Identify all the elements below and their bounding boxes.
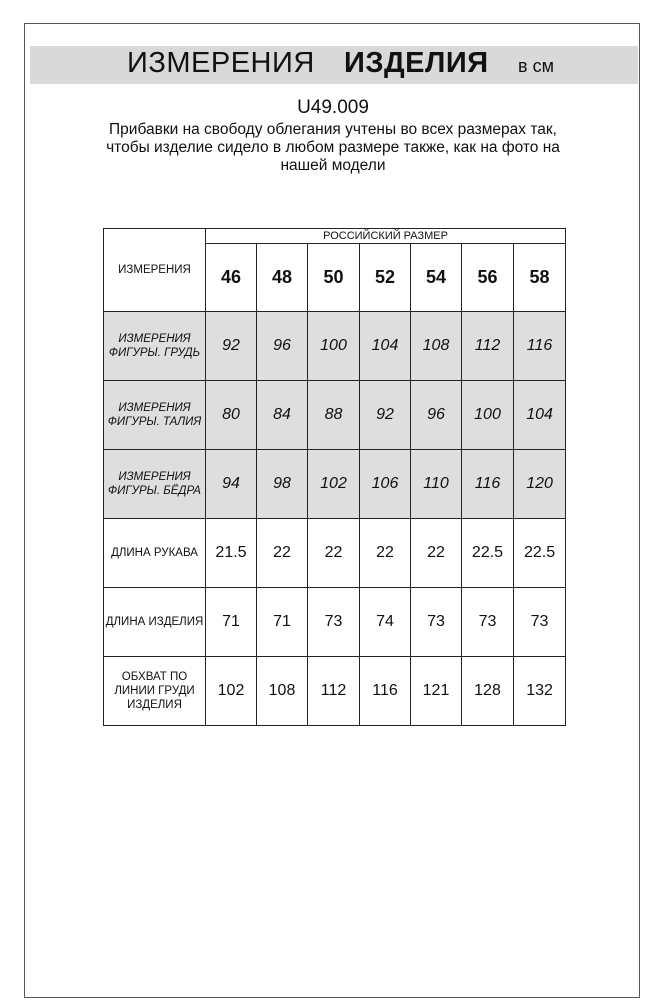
table-row [104,450,566,519]
table-row [104,657,566,726]
table-cell: 128 [462,657,514,726]
size-header-50: 50 [308,244,360,312]
table-cell: 22.5 [514,519,566,588]
row-label: ДЛИНА ИЗДЕЛИЯ [104,588,206,657]
table-cell: 22 [308,519,360,588]
table-cell: 71 [206,588,257,657]
unit-label: в см [518,56,554,76]
page-title-measurements: ИЗМЕРЕНИЯ [127,47,315,79]
table-cell: 92 [206,312,257,381]
size-header-58: 58 [514,244,566,312]
row-label: ИЗМЕРЕНИЯ ФИГУРЫ. ТАЛИЯ [104,381,206,450]
table-cell: 104 [360,312,411,381]
table-cell: 92 [360,381,411,450]
table-cell: 116 [514,312,566,381]
row-label: ОБХВАТ ПО ЛИНИИ ГРУДИ ИЗДЕЛИЯ [104,657,206,726]
corner-label: ИЗМЕРЕНИЯ [104,229,206,312]
table-cell: 73 [411,588,462,657]
size-table [103,228,566,726]
table-cell: 116 [462,450,514,519]
table-row [104,519,566,588]
row-label: ИЗМЕРЕНИЯ ФИГУРЫ. БЁДРА [104,450,206,519]
table-row [104,381,566,450]
table-row [104,588,566,657]
table-cell: 96 [257,312,308,381]
table-cell: 74 [360,588,411,657]
size-header-56: 56 [462,244,514,312]
article-number: U49.009 [297,97,369,118]
table-cell: 96 [411,381,462,450]
size-group-header: РОССИЙСКИЙ РАЗМЕР [206,229,566,244]
table-cell: 80 [206,381,257,450]
table-cell: 110 [411,450,462,519]
table-cell: 21.5 [206,519,257,588]
fit-note: Прибавки на свободу облегания учтены во всех размерах так, чтобы изделие сидело в любом размере также, как на фото на нашей модели [106,121,560,174]
table-cell: 108 [257,657,308,726]
table-cell: 22 [257,519,308,588]
page-title-product: ИЗДЕЛИЯ [344,47,489,79]
table-cell: 100 [308,312,360,381]
table-row [104,312,566,381]
table-cell: 121 [411,657,462,726]
table-cell: 120 [514,450,566,519]
table-cell: 84 [257,381,308,450]
size-header-52: 52 [360,244,411,312]
table-cell: 98 [257,450,308,519]
size-header-54: 54 [411,244,462,312]
table-cell: 22 [411,519,462,588]
size-header-48: 48 [257,244,308,312]
table-cell: 108 [411,312,462,381]
table-cell: 71 [257,588,308,657]
table-cell: 106 [360,450,411,519]
table-cell: 112 [308,657,360,726]
table-cell: 73 [462,588,514,657]
table-cell: 116 [360,657,411,726]
table-cell: 104 [514,381,566,450]
table-cell: 112 [462,312,514,381]
table-cell: 100 [462,381,514,450]
table-cell: 73 [514,588,566,657]
table-cell: 94 [206,450,257,519]
table-cell: 22.5 [462,519,514,588]
table-cell: 102 [206,657,257,726]
table-cell: 88 [308,381,360,450]
row-label: ДЛИНА РУКАВА [104,519,206,588]
table-cell: 132 [514,657,566,726]
table-cell: 102 [308,450,360,519]
row-label: ИЗМЕРЕНИЯ ФИГУРЫ. ГРУДЬ [104,312,206,381]
table-cell: 73 [308,588,360,657]
table-cell: 22 [360,519,411,588]
size-header-46: 46 [206,244,257,312]
